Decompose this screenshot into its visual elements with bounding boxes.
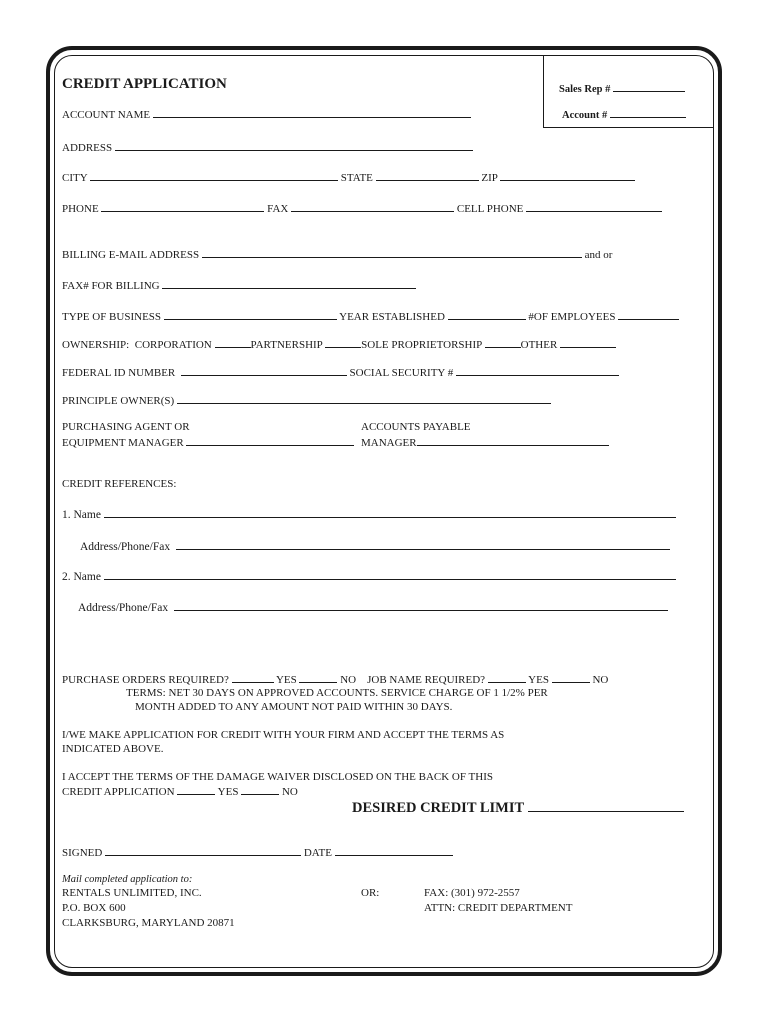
federal-id-row	[62, 366, 619, 380]
terms-line-2: MONTH ADDED TO ANY AMOUNT NOT PAID WITHIN 30 DAYS.	[135, 701, 453, 713]
phone-blank[interactable]	[101, 202, 264, 212]
phone-label: PHONE	[62, 203, 99, 215]
form-title: CREDIT APPLICATION	[62, 76, 227, 92]
job-no-label: NO	[592, 674, 609, 686]
zip-label: ZIP	[481, 172, 498, 184]
date-blank[interactable]	[335, 846, 453, 856]
and-or-text: and or	[584, 249, 613, 261]
accounts-payable-blank[interactable]	[417, 436, 609, 446]
damage-waiver-line-1: I ACCEPT THE TERMS OF THE DAMAGE WAIVER DISCLOSED ON THE BACK OF THIS	[62, 771, 493, 783]
credit-references-heading: CREDIT REFERENCES:	[62, 478, 177, 490]
signed-label: SIGNED	[62, 847, 103, 859]
reference-1-address-field[interactable]	[80, 540, 670, 554]
po-yes-label: YES	[275, 674, 297, 686]
billing-email-field[interactable]	[62, 248, 612, 262]
account-number-field[interactable]	[562, 108, 686, 121]
waiver-yes-blank[interactable]	[177, 785, 215, 795]
sales-rep-field[interactable]	[559, 82, 685, 95]
po-box: P.O. BOX 600	[62, 902, 126, 914]
state-label: STATE	[340, 172, 373, 184]
type-of-business-blank[interactable]	[164, 310, 337, 320]
reference-2-name-field[interactable]	[62, 570, 676, 584]
accounts-payable-label: MANAGER	[361, 437, 417, 449]
principle-owners-label: PRINCIPLE OWNER(S)	[62, 395, 175, 407]
sole-proprietorship-label: SOLE PROPRIETORSHIP	[361, 339, 482, 351]
city-state-zip-row	[62, 171, 635, 185]
ownership-row	[62, 338, 616, 352]
corporation-blank[interactable]	[215, 338, 251, 348]
reference-2-address-field[interactable]	[78, 601, 668, 615]
principle-owners-blank[interactable]	[177, 394, 551, 404]
other-blank[interactable]	[560, 338, 616, 348]
po-required-label: PURCHASE ORDERS REQUIRED?	[62, 674, 229, 686]
company-name: RENTALS UNLIMITED, INC.	[62, 887, 202, 899]
waiver-no-label: NO	[281, 786, 298, 798]
account-number-blank[interactable]	[610, 108, 686, 118]
date-label: DATE	[303, 847, 332, 859]
city-state-zip-address: CLARKSBURG, MARYLAND 20871	[62, 917, 235, 929]
job-yes-label: YES	[528, 674, 549, 686]
fax-billing-label: FAX# FOR BILLING	[62, 280, 160, 292]
desired-credit-limit-field[interactable]	[352, 800, 684, 817]
signed-blank[interactable]	[105, 846, 301, 856]
cell-phone-blank[interactable]	[526, 202, 662, 212]
business-row	[62, 310, 679, 324]
num-employees-label: #OF EMPLOYEES	[528, 311, 616, 323]
fax-billing-field[interactable]	[62, 279, 416, 293]
federal-id-blank[interactable]	[181, 366, 347, 376]
desired-credit-limit-label: DESIRED CREDIT LIMIT	[352, 800, 524, 816]
account-name-label: ACCOUNT NAME	[62, 109, 151, 121]
fax-label: FAX	[267, 203, 289, 215]
reference-2-address-label: Address/Phone/Fax	[78, 602, 169, 614]
job-name-required-label: JOB NAME REQUIRED?	[367, 674, 486, 686]
mail-to-heading: Mail completed application to:	[62, 874, 193, 885]
state-blank[interactable]	[376, 171, 479, 181]
partnership-blank[interactable]	[325, 338, 361, 348]
account-name-field[interactable]	[62, 108, 471, 122]
po-yes-blank[interactable]	[232, 673, 274, 683]
reference-2-name-blank[interactable]	[104, 570, 676, 580]
sole-proprietorship-blank[interactable]	[485, 338, 521, 348]
address-label: ADDRESS	[62, 142, 113, 154]
job-no-blank[interactable]	[552, 673, 590, 683]
accounts-payable-line1: ACCOUNTS PAYABLE	[361, 421, 471, 433]
application-statement-line-1: I/WE MAKE APPLICATION FOR CREDIT WITH YOUR FIRM AND ACCEPT THE TERMS AS	[62, 729, 505, 741]
year-established-blank[interactable]	[448, 310, 526, 320]
address-field[interactable]	[62, 141, 473, 155]
corporation-label: CORPORATION	[134, 339, 212, 351]
billing-email-label: BILLING E-MAIL ADDRESS	[62, 249, 200, 261]
fax-number: FAX: (301) 972-2557	[424, 887, 520, 899]
phone-row	[62, 202, 662, 216]
ssn-label: SOCIAL SECURITY #	[349, 367, 454, 379]
type-of-business-label: TYPE OF BUSINESS	[62, 311, 162, 323]
purchasing-agent-blank[interactable]	[186, 436, 354, 446]
account-name-blank[interactable]	[153, 108, 471, 118]
fax-billing-blank[interactable]	[162, 279, 416, 289]
reference-1-address-label: Address/Phone/Fax	[80, 541, 171, 553]
reference-1-name-label: 1. Name	[62, 509, 101, 521]
po-no-blank[interactable]	[299, 673, 337, 683]
sales-rep-blank[interactable]	[613, 82, 685, 92]
job-yes-blank[interactable]	[488, 673, 526, 683]
billing-email-blank[interactable]	[202, 248, 582, 258]
terms-line-1: TERMS: NET 30 DAYS ON APPROVED ACCOUNTS. SERVICE CHARGE OF 1 1/2% PER	[126, 687, 548, 699]
damage-waiver-label: CREDIT APPLICATION	[62, 786, 175, 798]
principle-owners-field[interactable]	[62, 394, 551, 408]
purchasing-agent-label: EQUIPMENT MANAGER	[62, 437, 184, 449]
sales-rep-label: Sales Rep #	[559, 84, 611, 95]
year-established-label: YEAR ESTABLISHED	[339, 311, 445, 323]
partnership-label: PARTNERSHIP	[250, 339, 323, 351]
signature-row	[62, 846, 453, 860]
attn-credit-department: ATTN: CREDIT DEPARTMENT	[424, 902, 573, 914]
ownership-label: OWNERSHIP:	[62, 339, 130, 351]
accounts-payable-field[interactable]	[361, 436, 609, 450]
city-label: CITY	[62, 172, 88, 184]
or-label: OR:	[361, 887, 380, 899]
reference-2-address-blank[interactable]	[174, 601, 668, 611]
application-statement-line-2: INDICATED ABOVE.	[62, 743, 164, 755]
purchasing-agent-line1: PURCHASING AGENT OR	[62, 421, 190, 433]
purchase-orders-row	[62, 673, 608, 687]
reference-1-name-field[interactable]	[62, 508, 676, 522]
desired-credit-limit-blank[interactable]	[528, 800, 684, 812]
num-employees-blank[interactable]	[618, 310, 679, 320]
waiver-yes-label: YES	[217, 786, 239, 798]
zip-blank[interactable]	[500, 171, 635, 181]
purchasing-agent-field[interactable]	[62, 436, 354, 450]
ssn-blank[interactable]	[456, 366, 619, 376]
fax-blank[interactable]	[291, 202, 454, 212]
damage-waiver-row	[62, 785, 298, 799]
account-number-label: Account #	[562, 110, 608, 121]
city-blank[interactable]	[90, 171, 338, 181]
address-blank[interactable]	[115, 141, 473, 151]
reference-1-name-blank[interactable]	[104, 508, 676, 518]
waiver-no-blank[interactable]	[241, 785, 279, 795]
reference-1-address-blank[interactable]	[176, 540, 670, 550]
federal-id-label: FEDERAL ID NUMBER	[62, 367, 176, 379]
cell-phone-label: CELL PHONE	[456, 203, 524, 215]
reference-2-name-label: 2. Name	[62, 571, 101, 583]
other-label: OTHER	[520, 339, 558, 351]
po-no-label: NO	[340, 674, 357, 686]
